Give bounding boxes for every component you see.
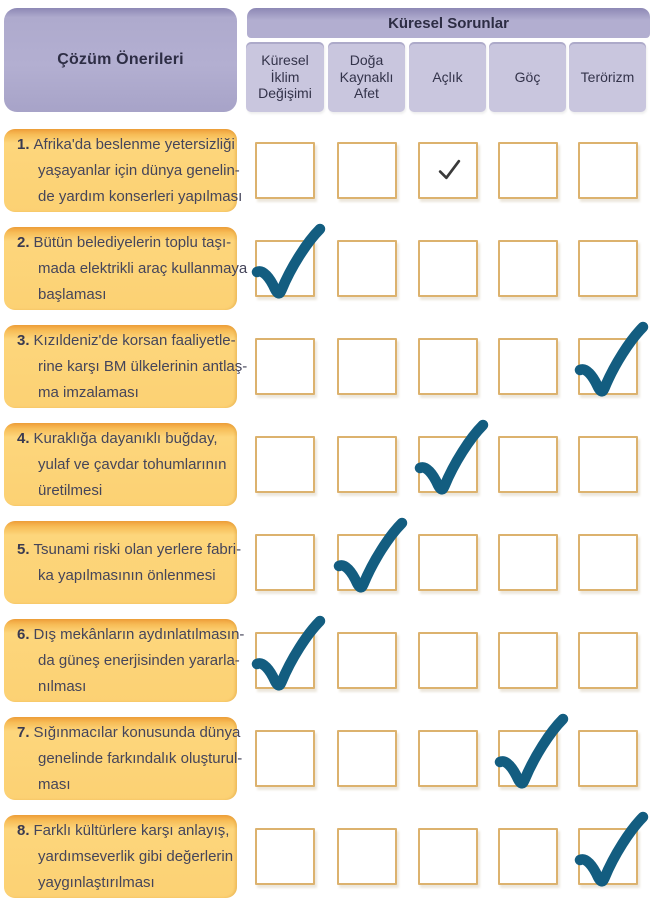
checkbox-r2-c2[interactable] xyxy=(337,240,397,297)
checkbox-r7-c5[interactable] xyxy=(578,730,638,787)
row-5-label-line-2: ka yapılmasının önlenmesi xyxy=(38,566,216,584)
row-7-label-line-1: 7. Sığınmacılar konusunda dünya xyxy=(17,723,241,741)
row-1-label-line-3: de yardım konserleri yapılması xyxy=(38,187,243,205)
checkbox-r1-c2[interactable] xyxy=(337,142,397,199)
checkbox-r5-c5[interactable] xyxy=(578,534,638,591)
row-6-label xyxy=(4,619,245,702)
row-6-number: 6. xyxy=(17,625,30,643)
row-5-label xyxy=(4,521,242,604)
checkbox-r5-c2[interactable] xyxy=(337,534,397,591)
column-header-1: Küresel İklim Değişimi xyxy=(246,42,324,112)
checkbox-r3-c5[interactable] xyxy=(578,338,638,395)
row-2-label-line-2: mada elektrikli araç kullanmaya xyxy=(38,259,248,277)
row-4-number: 4. xyxy=(17,429,30,447)
checkbox-r3-c4[interactable] xyxy=(498,338,558,395)
checkbox-r4-c3[interactable] xyxy=(418,436,478,493)
checkbox-r8-c3[interactable] xyxy=(418,828,478,885)
row-8-number: 8. xyxy=(17,821,30,839)
corner-header-label: Çözüm Önerileri xyxy=(57,51,184,68)
row-2-label-line-1: 2. Bütün belediyelerin toplu taşı- xyxy=(17,233,232,251)
row-5-number: 5. xyxy=(17,540,30,558)
checkbox-r4-c1[interactable] xyxy=(255,436,315,493)
column-header-5: Terörizm xyxy=(569,42,646,112)
checkbox-r7-c1[interactable] xyxy=(255,730,315,787)
row-7-label xyxy=(4,717,243,800)
column-header-3: Açlık xyxy=(409,42,486,112)
row-7-label-line-3: ması xyxy=(38,775,71,793)
checkbox-r5-c1[interactable] xyxy=(255,534,315,591)
checkbox-r8-c5[interactable] xyxy=(578,828,638,885)
checkbox-r7-c2[interactable] xyxy=(337,730,397,787)
row-1-number: 1. xyxy=(17,135,30,153)
checkbox-r6-c2[interactable] xyxy=(337,632,397,689)
row-6-label-line-1: 6. Dış mekânların aydınlatılmasın- xyxy=(17,625,245,643)
checkbox-r6-c5[interactable] xyxy=(578,632,638,689)
checkbox-r2-c4[interactable] xyxy=(498,240,558,297)
row-6-label-line-3: nılması xyxy=(38,677,87,695)
row-1-label-line-1: 1. Afrika'da beslenme yetersizliği xyxy=(17,135,235,153)
checkbox-r8-c1[interactable] xyxy=(255,828,315,885)
checkbox-r1-c5[interactable] xyxy=(578,142,638,199)
row-2-label xyxy=(4,227,248,310)
checkbox-r4-c5[interactable] xyxy=(578,436,638,493)
row-3-label-line-2: rine karşı BM ülkelerinin antlaş- xyxy=(38,357,248,375)
checkbox-r2-c5[interactable] xyxy=(578,240,638,297)
checkbox-r3-c1[interactable] xyxy=(255,338,315,395)
row-3-label-line-1: 3. Kızıldeniz'de korsan faaliyetle- xyxy=(17,331,236,349)
checkbox-r5-c4[interactable] xyxy=(498,534,558,591)
row-1-label-line-2: yaşayanlar için dünya genelin- xyxy=(38,161,240,179)
checkbox-r3-c2[interactable] xyxy=(337,338,397,395)
column-header-4: Göç xyxy=(489,42,566,112)
checkbox-r5-c3[interactable] xyxy=(418,534,478,591)
row-3-label xyxy=(4,325,248,408)
row-6-label-line-2: da güneş enerjisinden yararla- xyxy=(38,651,240,669)
row-8-label xyxy=(4,815,237,898)
row-8-label-line-3: yaygınlaştırılması xyxy=(38,873,155,891)
row-3-number: 3. xyxy=(17,331,30,349)
checkbox-r7-c4[interactable] xyxy=(498,730,558,787)
row-2-number: 2. xyxy=(17,233,30,251)
checkbox-r1-c1[interactable] xyxy=(255,142,315,199)
row-4-label-line-3: üretilmesi xyxy=(38,481,103,499)
checkbox-r8-c2[interactable] xyxy=(337,828,397,885)
group-header xyxy=(247,8,650,38)
column-header-2: Doğa Kaynaklı Afet xyxy=(328,42,405,112)
row-4-label-line-1: 4. Kuraklığa dayanıklı buğday, xyxy=(17,429,218,447)
corner-header xyxy=(4,8,237,112)
checkbox-r1-c3[interactable] xyxy=(418,142,478,199)
checkbox-r7-c3[interactable] xyxy=(418,730,478,787)
row-7-number: 7. xyxy=(17,723,30,741)
checkbox-r6-c1[interactable] xyxy=(255,632,315,689)
row-7-label-line-2: genelinde farkındalık oluşturul- xyxy=(38,749,243,767)
checkbox-r8-c4[interactable] xyxy=(498,828,558,885)
row-2-label-line-3: başlaması xyxy=(38,285,107,303)
row-4-label xyxy=(4,423,237,506)
row-3-label-line-3: ma imzalaması xyxy=(38,383,139,401)
row-8-label-line-2: yardımseverlik gibi değerlerin xyxy=(38,847,234,865)
group-header-label: Küresel Sorunlar xyxy=(388,14,509,32)
checkbox-r2-c1[interactable] xyxy=(255,240,315,297)
checkbox-r6-c4[interactable] xyxy=(498,632,558,689)
row-1-label xyxy=(4,129,243,212)
checkbox-r3-c3[interactable] xyxy=(418,338,478,395)
row-4-label-line-2: yulaf ve çavdar tohumlarının xyxy=(38,455,227,473)
checkbox-r6-c3[interactable] xyxy=(418,632,478,689)
checkbox-r1-c4[interactable] xyxy=(498,142,558,199)
checkbox-r4-c2[interactable] xyxy=(337,436,397,493)
checkbox-r4-c4[interactable] xyxy=(498,436,558,493)
row-8-label-line-1: 8. Farklı kültürlere karşı anlayış, xyxy=(17,821,230,839)
row-5-label-line-1: 5. Tsunami riski olan yerlere fabri- xyxy=(17,540,242,558)
checkbox-r2-c3[interactable] xyxy=(418,240,478,297)
